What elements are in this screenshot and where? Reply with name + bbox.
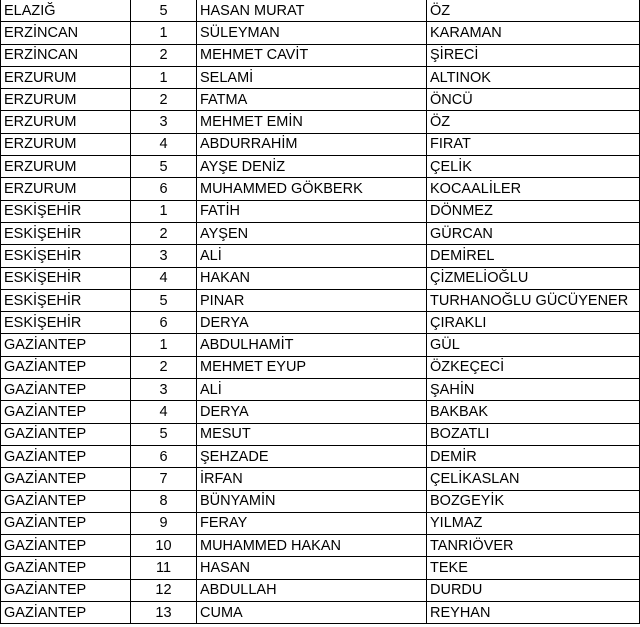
first-name-cell: SÜLEYMAN xyxy=(197,22,427,44)
rank-cell: 9 xyxy=(131,512,197,534)
table-row xyxy=(1,312,640,334)
surname-cell: TANRIÖVER xyxy=(427,535,640,557)
surname-cell: FIRAT xyxy=(427,133,640,155)
surname-cell: TEKE xyxy=(427,557,640,579)
rank-cell: 1 xyxy=(131,200,197,222)
first-name-cell: MEHMET EYUP xyxy=(197,356,427,378)
surname-cell: GÜL xyxy=(427,334,640,356)
table-row xyxy=(1,222,640,244)
table-row xyxy=(1,178,640,200)
rank-cell: 6 xyxy=(131,312,197,334)
first-name-cell: AYŞEN xyxy=(197,222,427,244)
surname-cell: ÖZ xyxy=(427,0,640,22)
rank-cell: 1 xyxy=(131,66,197,88)
table-row xyxy=(1,0,640,22)
rank-cell: 4 xyxy=(131,133,197,155)
province-cell: GAZİANTEP xyxy=(1,423,131,445)
rank-cell: 2 xyxy=(131,44,197,66)
province-cell: GAZİANTEP xyxy=(1,356,131,378)
first-name-cell: DERYA xyxy=(197,401,427,423)
table-row xyxy=(1,245,640,267)
table-row xyxy=(1,535,640,557)
province-cell: GAZİANTEP xyxy=(1,468,131,490)
first-name-cell: MEHMET CAVİT xyxy=(197,44,427,66)
table-row xyxy=(1,200,640,222)
rank-cell: 4 xyxy=(131,267,197,289)
table-row xyxy=(1,89,640,111)
surname-cell: ÖNCÜ xyxy=(427,89,640,111)
first-name-cell: ABDULHAMİT xyxy=(197,334,427,356)
table-row xyxy=(1,22,640,44)
surname-cell: REYHAN xyxy=(427,602,640,624)
rank-cell: 5 xyxy=(131,289,197,311)
first-name-cell: HAKAN xyxy=(197,267,427,289)
province-cell: GAZİANTEP xyxy=(1,535,131,557)
rank-cell: 6 xyxy=(131,178,197,200)
province-cell: GAZİANTEP xyxy=(1,379,131,401)
surname-cell: DEMİR xyxy=(427,445,640,467)
first-name-cell: AYŞE DENİZ xyxy=(197,156,427,178)
province-cell: ERZİNCAN xyxy=(1,22,131,44)
table-row xyxy=(1,111,640,133)
surname-cell: BOZGEYİK xyxy=(427,490,640,512)
province-cell: ESKİŞEHİR xyxy=(1,245,131,267)
table-row xyxy=(1,156,640,178)
table-row xyxy=(1,379,640,401)
surname-cell: ŞAHİN xyxy=(427,379,640,401)
province-cell: GAZİANTEP xyxy=(1,602,131,624)
table-row xyxy=(1,44,640,66)
first-name-cell: FERAY xyxy=(197,512,427,534)
first-name-cell: ŞEHZADE xyxy=(197,445,427,467)
surname-cell: BOZATLI xyxy=(427,423,640,445)
first-name-cell: HASAN xyxy=(197,557,427,579)
table-row xyxy=(1,557,640,579)
rank-cell: 3 xyxy=(131,245,197,267)
rank-cell: 10 xyxy=(131,535,197,557)
table-row xyxy=(1,289,640,311)
province-cell: GAZİANTEP xyxy=(1,490,131,512)
surname-cell: ÖZ xyxy=(427,111,640,133)
province-cell: ERZURUM xyxy=(1,133,131,155)
province-cell: ESKİŞEHİR xyxy=(1,289,131,311)
surname-cell: ÇELİKASLAN xyxy=(427,468,640,490)
first-name-cell: MEHMET EMİN xyxy=(197,111,427,133)
rank-cell: 4 xyxy=(131,401,197,423)
table-row xyxy=(1,602,640,624)
table-row xyxy=(1,468,640,490)
surname-cell: ÇIRAKLI xyxy=(427,312,640,334)
rank-cell: 2 xyxy=(131,89,197,111)
first-name-cell: ABDURRAHİM xyxy=(197,133,427,155)
province-cell: GAZİANTEP xyxy=(1,579,131,601)
province-cell: ERZURUM xyxy=(1,89,131,111)
first-name-cell: MESUT xyxy=(197,423,427,445)
province-cell: GAZİANTEP xyxy=(1,401,131,423)
rank-cell: 2 xyxy=(131,356,197,378)
first-name-cell: MUHAMMED HAKAN xyxy=(197,535,427,557)
province-cell: ERZİNCAN xyxy=(1,44,131,66)
surname-cell: ÇİZMELİOĞLU xyxy=(427,267,640,289)
table-row xyxy=(1,512,640,534)
rank-cell: 5 xyxy=(131,423,197,445)
rank-cell: 3 xyxy=(131,111,197,133)
province-cell: ESKİŞEHİR xyxy=(1,267,131,289)
table-row xyxy=(1,401,640,423)
surname-cell: YILMAZ xyxy=(427,512,640,534)
province-cell: ERZURUM xyxy=(1,178,131,200)
table-row xyxy=(1,133,640,155)
province-cell: ELAZIĞ xyxy=(1,0,131,22)
surname-cell: BAKBAK xyxy=(427,401,640,423)
rank-cell: 8 xyxy=(131,490,197,512)
province-cell: GAZİANTEP xyxy=(1,557,131,579)
province-cell: ESKİŞEHİR xyxy=(1,312,131,334)
table-row xyxy=(1,423,640,445)
surname-cell: GÜRCAN xyxy=(427,222,640,244)
first-name-cell: CUMA xyxy=(197,602,427,624)
first-name-cell: İRFAN xyxy=(197,468,427,490)
table-row xyxy=(1,579,640,601)
first-name-cell: MUHAMMED GÖKBERK xyxy=(197,178,427,200)
table-row xyxy=(1,490,640,512)
rank-cell: 7 xyxy=(131,468,197,490)
surname-cell: DEMİREL xyxy=(427,245,640,267)
province-cell: ERZURUM xyxy=(1,111,131,133)
rank-cell: 1 xyxy=(131,334,197,356)
first-name-cell: FATİH xyxy=(197,200,427,222)
first-name-cell: SELAMİ xyxy=(197,66,427,88)
first-name-cell: ALİ xyxy=(197,379,427,401)
surname-cell: ÖZKEÇECİ xyxy=(427,356,640,378)
province-cell: GAZİANTEP xyxy=(1,512,131,534)
table-row xyxy=(1,445,640,467)
province-cell: GAZİANTEP xyxy=(1,445,131,467)
rank-cell: 11 xyxy=(131,557,197,579)
surname-cell: KARAMAN xyxy=(427,22,640,44)
surname-cell: DURDU xyxy=(427,579,640,601)
surname-cell: ŞİRECİ xyxy=(427,44,640,66)
rank-cell: 5 xyxy=(131,156,197,178)
surname-cell: DÖNMEZ xyxy=(427,200,640,222)
first-name-cell: ALİ xyxy=(197,245,427,267)
rank-cell: 2 xyxy=(131,222,197,244)
table-row xyxy=(1,267,640,289)
province-cell: ERZURUM xyxy=(1,66,131,88)
table-row xyxy=(1,66,640,88)
province-cell: ESKİŞEHİR xyxy=(1,200,131,222)
surname-cell: ÇELİK xyxy=(427,156,640,178)
first-name-cell: BÜNYAMİN xyxy=(197,490,427,512)
candidate-table-body xyxy=(1,0,640,624)
rank-cell: 5 xyxy=(131,0,197,22)
province-cell: GAZİANTEP xyxy=(1,334,131,356)
first-name-cell: PINAR xyxy=(197,289,427,311)
table-row xyxy=(1,356,640,378)
surname-cell: KOCAALİLER xyxy=(427,178,640,200)
first-name-cell: FATMA xyxy=(197,89,427,111)
rank-cell: 3 xyxy=(131,379,197,401)
province-cell: ERZURUM xyxy=(1,156,131,178)
rank-cell: 6 xyxy=(131,445,197,467)
first-name-cell: DERYA xyxy=(197,312,427,334)
surname-cell: TURHANOĞLU GÜCÜYENER xyxy=(427,289,640,311)
table-row xyxy=(1,334,640,356)
rank-cell: 1 xyxy=(131,22,197,44)
first-name-cell: HASAN MURAT xyxy=(197,0,427,22)
surname-cell: ALTINOK xyxy=(427,66,640,88)
rank-cell: 12 xyxy=(131,579,197,601)
province-cell: ESKİŞEHİR xyxy=(1,222,131,244)
rank-cell: 13 xyxy=(131,602,197,624)
first-name-cell: ABDULLAH xyxy=(197,579,427,601)
